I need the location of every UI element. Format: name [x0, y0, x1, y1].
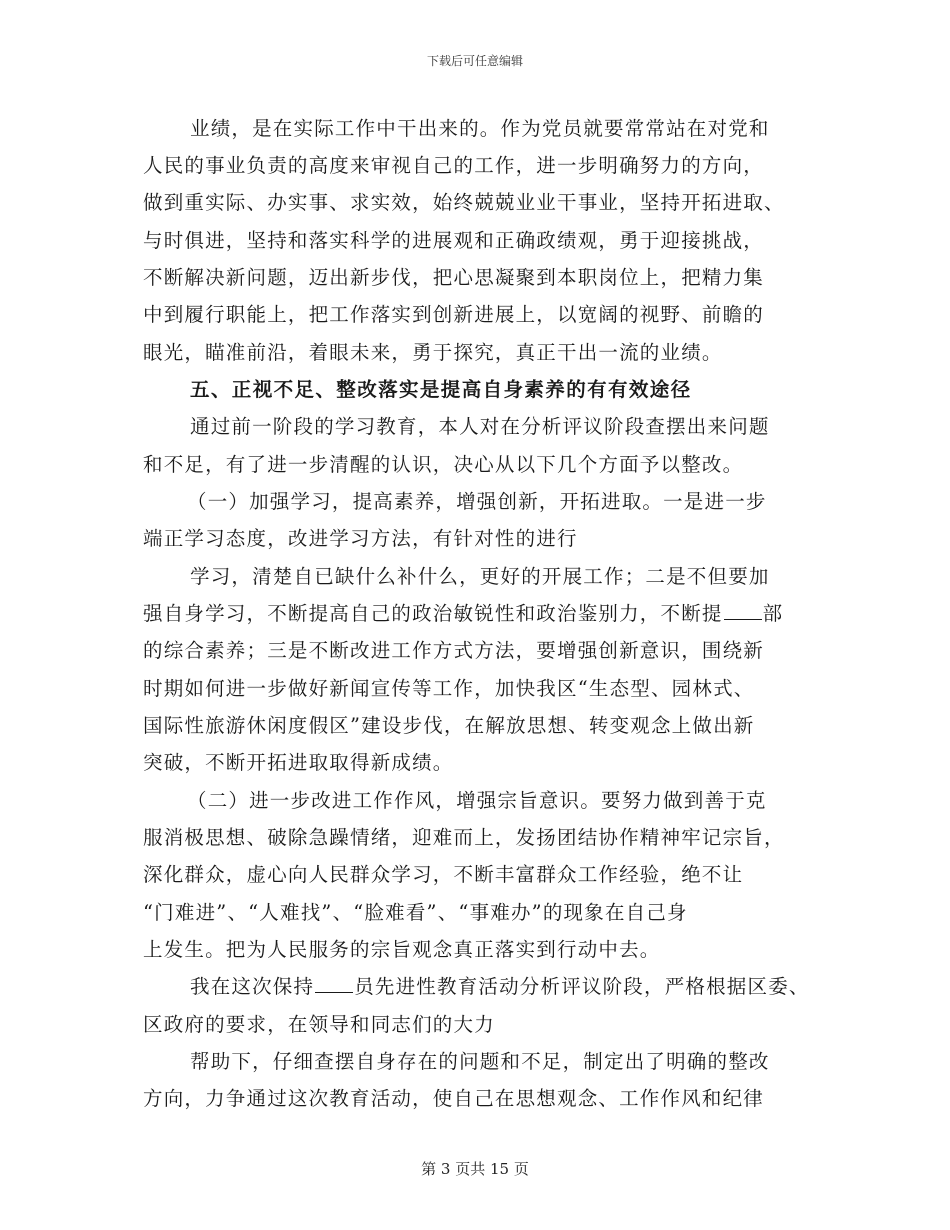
text-fragment: 员先进性教育活动分析评议阶段，严格根据区委、 [354, 975, 810, 998]
text-line: （二）进一步改进工作作风，增强宗旨意识。要努力做到善于克 [187, 789, 767, 812]
text-line: 区政府的要求，在领导和同志们的大力 [143, 1013, 495, 1036]
text-line: 上发生。把为人民服务的宗旨观念真正落实到行动中去。 [143, 938, 661, 961]
text-line: 和不足，有了进一步清醒的认识，决心从以下几个方面予以整改。 [143, 453, 744, 476]
text-line: 的综合素养；三是不断改进工作方式方法，要增强创新意识，围绕新 [143, 639, 765, 662]
text-line: 人民的事业负责的高度来审视自己的工作，进一步明确努力的方向， [143, 154, 765, 177]
text-line: 不断解决新问题，迈出新步伐，把心思凝聚到本职岗位上，把精力集 [143, 266, 765, 289]
text-line: 时期如何进一步做好新闻宣传等工作，加快我区“生态型、园林式、 [143, 677, 755, 700]
text-line: 通过前一阶段的学习教育，本人对在分析评议阶段查摆出来问题 [190, 415, 770, 438]
text-fragment: 我在这次保持 [190, 975, 315, 998]
text-line: 服消极思想、破除急躁情绪，迎难而上，发扬团结协作精神牢记宗旨， [143, 826, 785, 849]
text-fragment: 部 [762, 602, 784, 625]
text-line: 帮助下，仔细查摆自身存在的问题和不足，制定出了明确的整改 [190, 1050, 770, 1073]
text-fragment: 强自身学习，不断提高自己的政治敏锐性和政治鉴别力，不断提 [143, 602, 723, 625]
text-line: 做到重实际、办实事、求实效，始终兢兢业业干事业，坚持开拓进取、 [143, 191, 785, 214]
text-line: “门难进”、“人难找”、“脸难看”、“事难办”的现象在自己身 [143, 901, 688, 924]
text-line: 方向，力争通过这次教育活动，使自己在思想观念、工作作风和纪律 [143, 1087, 765, 1110]
text-line: 突破，不断开拓进取取得新成绩。 [143, 751, 454, 774]
text-line [143, 598, 783, 626]
text-line: 眼光，瞄准前沿，着眼未来，勇于探究，真正干出一流的业绩。 [143, 341, 723, 364]
page-header: 下载后可任意编辑 [426, 54, 523, 68]
text-line: 深化群众，虚心向人民群众学习，不断丰富群众工作经验，绝不让 [143, 863, 744, 886]
text-line: （一）加强学习，提高素养，增强创新，开拓进取。一是进一步 [187, 490, 767, 513]
section-heading: 五、正视不足、整改落实是提高自身素养的有有效途径 [190, 378, 692, 401]
text-line: 业绩，是在实际工作中干出来的。作为党员就要常常站在对党和 [190, 117, 770, 140]
text-line: 中到履行职能上，把工作落实到创新进展上，以宽阔的视野、前瞻的 [143, 303, 765, 326]
blank-underline [315, 974, 353, 993]
text-line: 国际性旅游休闲度假区”建设步伐，在解放思想、转变观念上做出新 [143, 714, 755, 737]
text-line: 学习，清楚自已缺什么补什么，更好的开展工作；二是不但要加 [190, 565, 770, 588]
blank-underline [724, 601, 762, 620]
text-line: 端正学习态度，改进学习方法，有针对性的进行 [143, 527, 578, 550]
text-line [190, 971, 810, 999]
page-number: 第 3 页共 15 页 [421, 1160, 529, 1178]
text-line: 与时俱进，坚持和落实科学的进展观和正确政绩观，勇于迎接挑战， [143, 229, 765, 252]
